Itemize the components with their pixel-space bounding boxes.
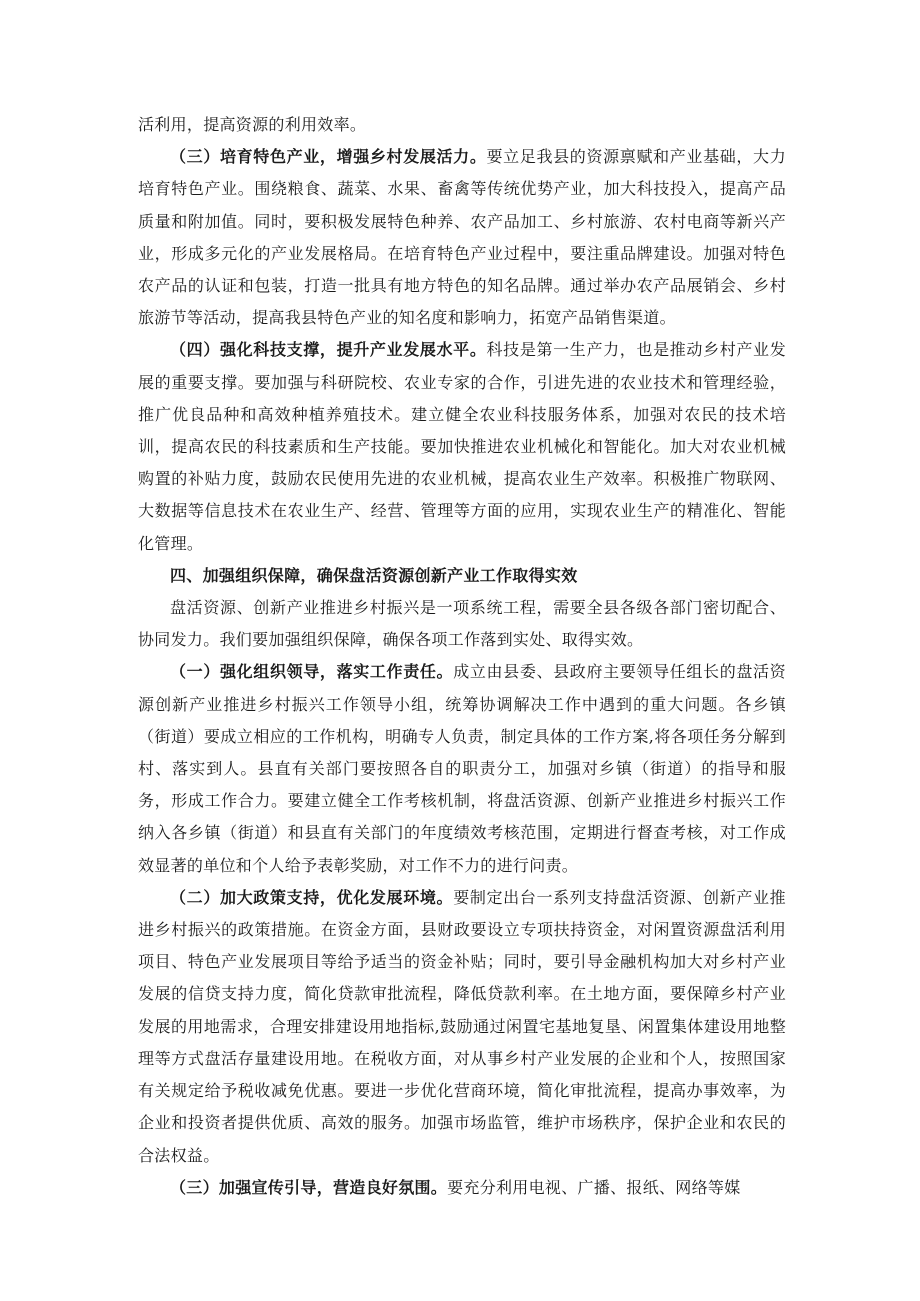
paragraph-cultivate-industry <box>138 141 786 334</box>
paragraph-lead: （四）强化科技支撑，提升产业发展水平。 <box>170 340 487 360</box>
paragraph-lead: （三）加强宣传引导，营造良好氛围。 <box>170 1177 448 1197</box>
paragraph-policy-support <box>138 882 786 1172</box>
paragraph-text: 成立由县委、县政府主要领导任组长的盘活资源创新产业推进乡村振兴工作领导小组，统筹协调解决工作中遇到的重大问题。各乡镇（街道）要成立相应的工作机构，明确专人负责，制定具体的工作方案,将各项任务分解到村、落实到人。县直有关部门要按照各自的职责分工，加强对乡镇（街道）的指导和服务，形成工作合力。要建立健全工作考核机制，将盘活资源、创新产业推进乡村振兴工作纳入各乡镇（街道）和县直有关部门的年度绩效考核范围，定期进行督查考核，对工作成效显著的单位和个人给予表彰奖励，对工作不力的进行问责。 <box>138 662 786 875</box>
paragraph-continuation <box>138 109 786 141</box>
paragraph-text: 盘活资源、创新产业推进乡村振兴是一项系统工程，需要全县各级各部门密切配合、协同发力。我们要加强组织保障，确保各项工作落到实处、取得实效。 <box>138 598 786 650</box>
paragraph-publicity <box>138 1172 786 1204</box>
paragraph-lead: （三）培育特色产业，增强乡村发展活力。 <box>170 147 487 167</box>
document-page <box>138 109 786 1204</box>
paragraph-leadership <box>138 656 786 881</box>
paragraph-text: 活利用，提高资源的利用效率。 <box>138 115 367 134</box>
paragraph-lead: （二）加大政策支持，优化发展环境。 <box>170 887 454 907</box>
paragraph-text: 要立足我县的资源禀赋和产业基础，大力培育特色产业。围绕粮食、蔬菜、水果、畜禽等传统优势产业，加大科技投入，提高产品质量和附加值。同时，要积极发展特色种养、农产品加工、乡村旅游、农村电商等新兴产业，形成多元化的产业发展格局。在培育特色产业过程中，要注重品牌建设。加强对特色农产品的认证和包装，打造一批具有地方特色的知名品牌。通过举办农产品展销会、乡村旅游节等活动，提高我县特色产业的知名度和影响力，拓宽产品销售渠道。 <box>138 147 787 328</box>
paragraph-section-intro <box>138 592 786 656</box>
paragraph-text: 要充分利用电视、广播、报纸、网络等媒 <box>447 1177 741 1197</box>
paragraph-text: 科技是第一生产力，也是推动乡村产业发展的重要支撑。要加强与科研院校、农业专家的合作，引进先进的农业技术和管理经验，推广优良品种和高效种植养殖技术。建立健全农业科技服务体系，加强对农民的技术培训，提高农民的科技素质和生产技能。要加快推进农业机械化和智能化。加大对农业机械购置的补贴力度，鼓励农民使用先进的农业机械，提高农业生产效率。积极推广物联网、大数据等信息技术在农业生产、经营、管理等方面的应用，实现农业生产的精准化、智能化管理。 <box>138 340 787 553</box>
paragraph-text: 要制定出台一系列支持盘活资源、创新产业推进乡村振兴的政策措施。在资金方面，县财政要设立专项扶持资金，对闲置资源盘活利用项目、特色产业发展项目等给予适当的资金补贴；同时，要引导金融机构加大对乡村产业发展的信贷支持力度，简化贷款审批流程，降低贷款利率。在土地方面，要保障乡村产业发展的用地需求，合理安排建设用地指标,鼓励通过闲置宅基地复垦、闲置集体建设用地整理等方式盘活存量建设用地。在税收方面，对从事乡村产业发展的企业和个人，按照国家有关规定给予税收减免优惠。要进一步优化营商环境，简化审批流程，提高办事效率，为企业和投资者提供优质、高效的服务。加强市场监管，维护市场秩序，保护企业和农民的合法权益。 <box>138 887 786 1165</box>
section-heading: 四、加强组织保障，确保盘活资源创新产业工作取得实效 <box>170 565 578 585</box>
paragraph-tech-support <box>138 334 786 559</box>
paragraph-lead: （一）强化组织领导，落实工作责任。 <box>170 662 454 682</box>
